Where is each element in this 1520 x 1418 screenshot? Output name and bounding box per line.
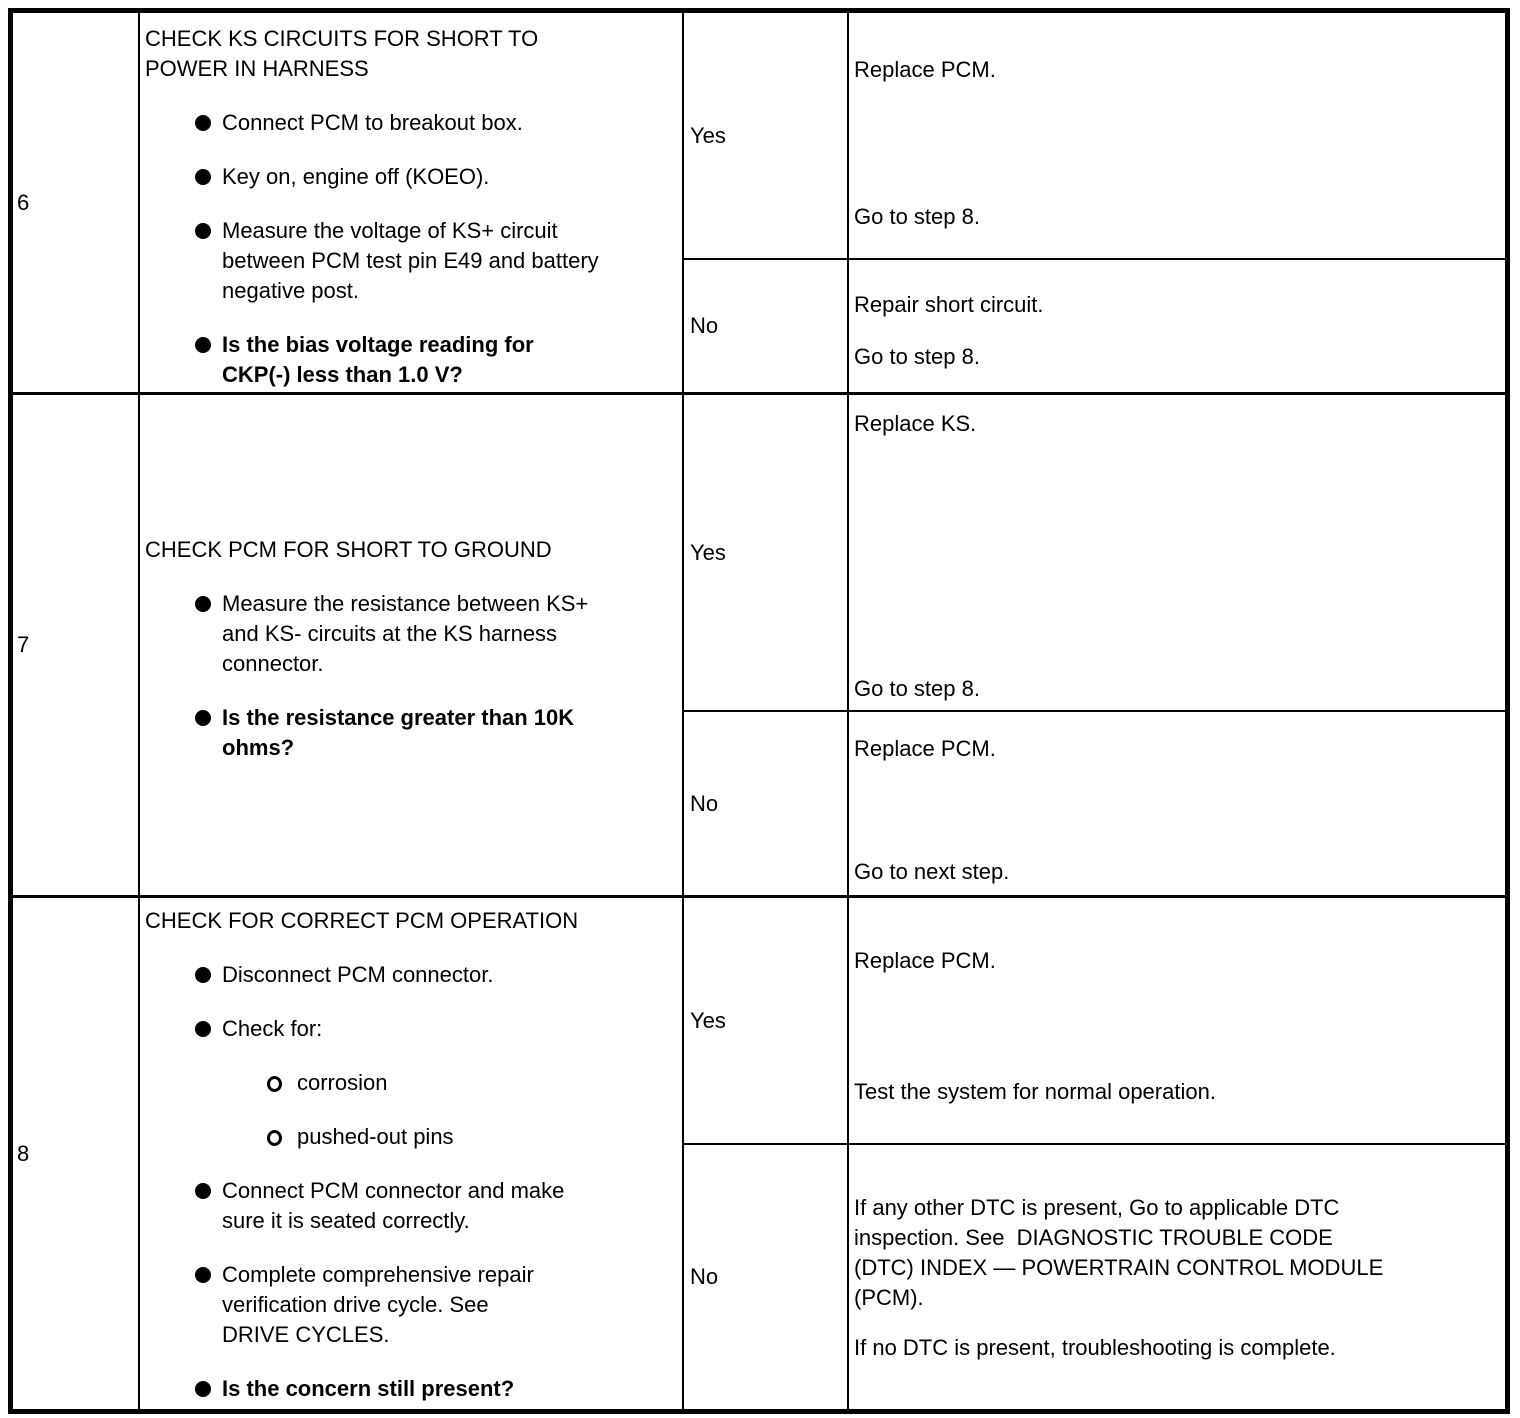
result-text: Go to step 8. xyxy=(854,204,980,229)
result-text: Replace PCM. xyxy=(854,57,996,82)
action-title: CHECK KS CIRCUITS FOR SHORT TO POWER IN HARNESS xyxy=(145,26,539,81)
result-cell xyxy=(849,395,1505,710)
bullet-text: Disconnect PCM connector. xyxy=(222,962,494,987)
outcome-yes-row xyxy=(684,13,1505,260)
outcomes-cell xyxy=(684,898,1505,1409)
outcome-no-row xyxy=(684,1145,1505,1409)
action-bullet-list xyxy=(140,108,682,390)
bullet-text: Is the resistance greater than 10K ohms? xyxy=(222,705,575,760)
outcome-no-row xyxy=(684,712,1505,895)
bullet-text: Key on, engine off (KOEO). xyxy=(222,164,490,189)
result-cell xyxy=(849,898,1505,1143)
action-title: CHECK PCM FOR SHORT TO GROUND xyxy=(145,537,552,562)
bullet-icon xyxy=(195,1381,211,1397)
bullet-text: Is the bias voltage reading for CKP(-) less than 1.0 V? xyxy=(222,332,534,387)
result-text: Go to next step. xyxy=(854,859,1010,884)
result-text: Replace KS. xyxy=(854,411,977,436)
bullet-item-question xyxy=(222,1374,604,1404)
outcome-yes-row xyxy=(684,395,1505,712)
bullet-item-question xyxy=(222,703,604,763)
outcomes-cell xyxy=(684,395,1505,895)
bullet-item xyxy=(222,162,604,192)
step-number: 6 xyxy=(17,189,30,215)
outcomes-cell xyxy=(684,13,1505,392)
bullet-text: Connect PCM to breakout box. xyxy=(222,110,523,135)
outcome-label: Yes xyxy=(690,1007,726,1033)
bullet-icon xyxy=(195,596,211,612)
outcome-label-cell xyxy=(684,13,849,258)
result-text: Test the system for normal operation. xyxy=(854,1079,1216,1104)
outcome-label-cell xyxy=(684,395,849,710)
sub-bullet-item xyxy=(297,1068,637,1098)
outcome-label: No xyxy=(690,790,719,816)
outcome-label: No xyxy=(690,313,719,338)
action-bullet-list xyxy=(140,589,682,763)
step-number-cell xyxy=(13,898,140,1409)
action-cell xyxy=(140,395,684,895)
result-text: Repair short circuit. xyxy=(854,292,1044,317)
action-title: CHECK FOR CORRECT PCM OPERATION xyxy=(145,908,579,933)
bullet-item xyxy=(222,1014,604,1044)
bullet-item xyxy=(222,1260,554,1350)
diagnostic-troubleshooting-table xyxy=(8,8,1510,1414)
table-row xyxy=(13,895,1505,1409)
bullet-icon xyxy=(195,967,211,983)
result-text: If any other DTC is present, Go to applicable DTC inspection. See DIAGNOSTIC TROUBLE CODE (DTC) INDEX — POWERTRAIN CONTROL MODULE (PCM). xyxy=(854,1195,1390,1310)
bullet-icon xyxy=(195,1183,211,1199)
outcome-label-cell xyxy=(684,260,849,392)
outcome-label-cell xyxy=(684,712,849,895)
bullet-icon xyxy=(195,1267,211,1283)
result-text: Go to step 8. xyxy=(854,344,980,369)
bullet-item xyxy=(222,589,604,679)
circle-bullet-icon xyxy=(267,1130,282,1146)
outcome-no-row xyxy=(684,260,1505,392)
bullet-text: corrosion xyxy=(297,1070,388,1095)
bullet-icon xyxy=(195,223,211,239)
bullet-item xyxy=(222,108,604,138)
table-row xyxy=(13,13,1505,392)
outcome-yes-row xyxy=(684,898,1505,1145)
bullet-text: pushed-out pins xyxy=(297,1124,454,1149)
step-number-cell xyxy=(13,395,140,895)
circle-bullet-icon xyxy=(267,1076,282,1092)
sub-bullet-item xyxy=(297,1122,637,1152)
result-text: Replace PCM. xyxy=(854,948,996,973)
bullet-text: Measure the resistance between KS+ and KS- circuits at the KS harness connector. xyxy=(222,591,589,676)
step-number-cell xyxy=(13,13,140,392)
bullet-icon xyxy=(195,169,211,185)
bullet-text: Connect PCM connector and make sure it is seated correctly. xyxy=(222,1178,565,1233)
bullet-text: Is the concern still present? xyxy=(222,1376,515,1401)
bullet-item xyxy=(222,1176,604,1236)
result-text: Replace PCM. xyxy=(854,736,996,761)
bullet-icon xyxy=(195,710,211,726)
result-cell xyxy=(849,1145,1505,1409)
outcome-label-cell xyxy=(684,898,849,1143)
action-bullet-list xyxy=(140,960,682,1404)
outcome-label-cell xyxy=(684,1145,849,1409)
bullet-icon xyxy=(195,1021,211,1037)
bullet-text: Complete comprehensive repair verification drive cycle. See DRIVE CYCLES. xyxy=(222,1262,534,1347)
outcome-label: Yes xyxy=(690,122,726,148)
bullet-icon xyxy=(195,337,211,353)
table-row xyxy=(13,392,1505,895)
action-cell xyxy=(140,898,684,1409)
result-cell xyxy=(849,712,1505,895)
bullet-item-question xyxy=(222,330,604,390)
step-number: 8 xyxy=(17,1140,30,1166)
result-text: Go to step 8. xyxy=(854,676,980,701)
result-cell xyxy=(849,260,1505,392)
step-number: 7 xyxy=(17,632,30,657)
bullet-text: Check for: xyxy=(222,1016,323,1041)
bullet-text: Measure the voltage of KS+ circuit between PCM test pin E49 and battery negative post. xyxy=(222,218,599,303)
bullet-item xyxy=(222,960,604,990)
bullet-icon xyxy=(195,115,211,131)
result-cell xyxy=(849,13,1505,258)
bullet-item xyxy=(222,216,604,306)
action-cell xyxy=(140,13,684,392)
outcome-label: No xyxy=(690,1264,719,1289)
result-text: If no DTC is present, troubleshooting is complete. xyxy=(854,1335,1336,1360)
outcome-label: Yes xyxy=(690,539,726,565)
